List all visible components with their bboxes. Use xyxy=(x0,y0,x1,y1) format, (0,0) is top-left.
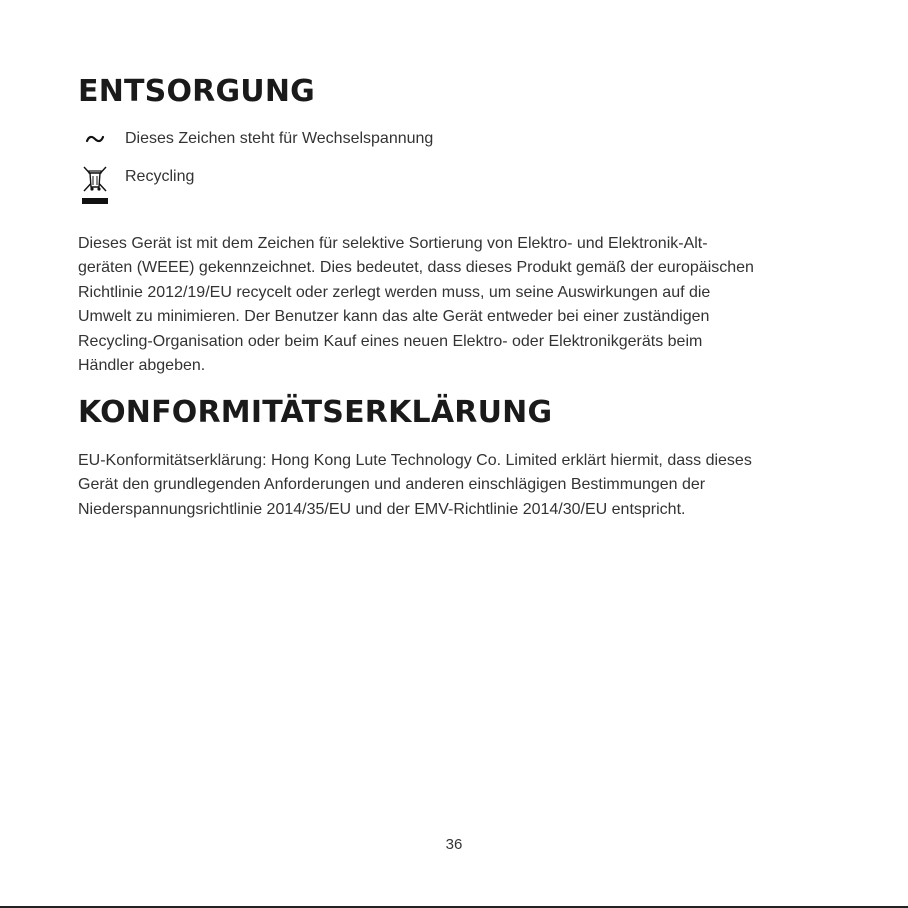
weee-paragraph xyxy=(78,232,838,378)
paragraph-line: Händler abgeben. xyxy=(78,357,206,375)
section-title-conformity: KONFORMITÄTSERKLÄRUNG xyxy=(78,395,553,430)
symbol-recycling-label: Recycling xyxy=(125,168,195,185)
page-number: 36 xyxy=(445,836,463,853)
paragraph-line: geräten (WEEE) gekennzeichnet. Dies bedeutet, dass dieses Produkt gemäß der europäischen xyxy=(78,259,754,277)
paragraph-line: Niederspannungsrichtlinie 2014/35/EU und der EMV-Richtlinie 2014/30/EU entspricht. xyxy=(78,500,686,518)
paragraph-line: EU-Konformitätserklärung: Hong Kong Lute Technology Co. Limited erklärt hiermit, dass dieses xyxy=(78,452,752,469)
conformity-paragraph xyxy=(78,449,838,522)
paragraph-line: Richtlinie 2012/19/EU recycelt oder zerlegt werden muss, um seine Auswirkungen auf die xyxy=(78,283,711,301)
section-title-disposal: ENTSORGUNG xyxy=(78,74,315,109)
paragraph-line: Gerät den grundlegenden Anforderungen und anderen einschlägigen Bestimmungen der xyxy=(78,476,706,494)
crossed-bin-icon xyxy=(78,146,112,208)
paragraph-line: Umwelt zu minimieren. Der Benutzer kann das alte Gerät entweder bei einer zuständigen xyxy=(78,308,710,326)
symbol-ac-label: Dieses Zeichen steht für Wechselspannung xyxy=(125,130,434,147)
paragraph-line: Recycling-Organisation oder beim Kauf eines neuen Elektro- oder Elektronikgeräts beim xyxy=(78,332,703,350)
paragraph-line: Dieses Gerät ist mit dem Zeichen für selektive Sortierung von Elektro- und Elektronik-Alt- xyxy=(78,235,708,252)
ac-wave-icon xyxy=(78,132,112,146)
symbol-row-recycling xyxy=(78,165,195,189)
